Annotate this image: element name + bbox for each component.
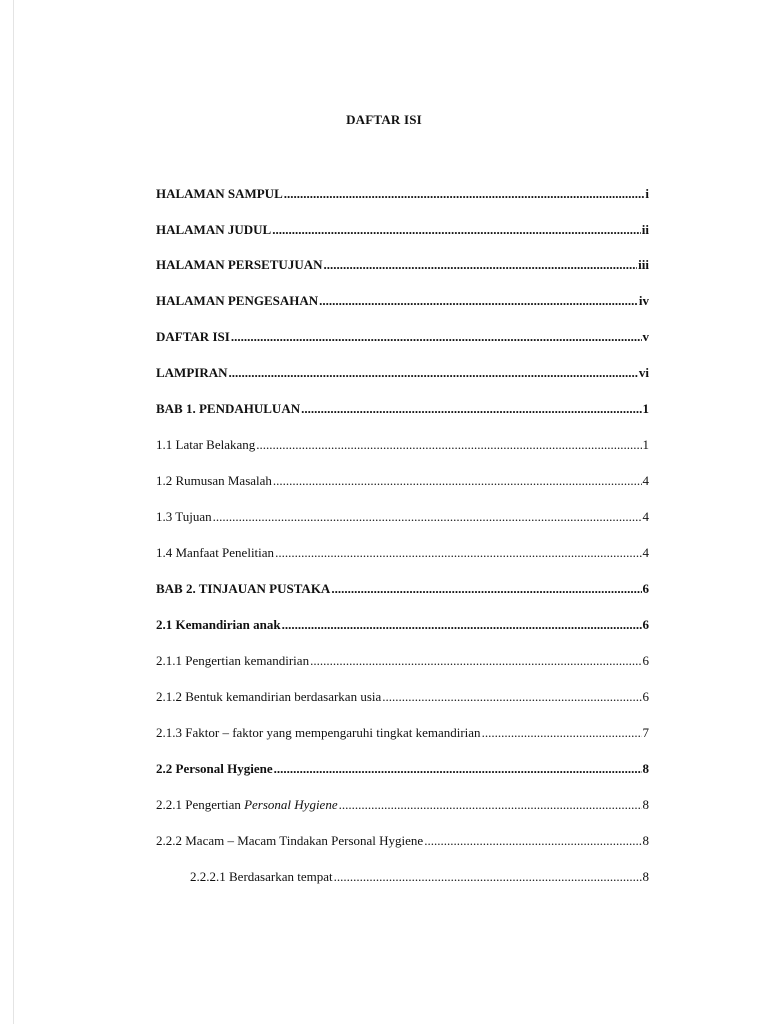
toc-entry-halaman-sampul	[156, 186, 649, 202]
toc-entry-bab-1	[156, 401, 649, 417]
toc-page-number: 6	[642, 653, 649, 668]
toc-label-prefix: 2.2.1 Pengertian	[156, 797, 245, 812]
toc-leader	[424, 833, 641, 849]
toc-leader	[275, 545, 641, 561]
toc-leader	[229, 365, 638, 381]
toc-leader	[334, 869, 642, 885]
toc-entry-daftar-isi	[156, 329, 649, 345]
toc-leader	[282, 617, 642, 633]
toc-label: 1.2 Rumusan Masalah	[156, 473, 272, 488]
toc-page-number: v	[642, 329, 649, 344]
toc-leader	[339, 797, 642, 813]
toc-page-number: 6	[642, 689, 649, 704]
toc-label: 2.1.2 Bentuk kemandirian berdasarkan usia	[156, 689, 382, 704]
toc-label-italic: Personal Hygiene	[244, 797, 338, 812]
toc-leader	[319, 293, 638, 309]
toc-label	[156, 797, 338, 813]
toc-entry-2-1	[156, 617, 649, 633]
toc-label: 1.3 Tujuan	[156, 509, 212, 524]
toc-page-number: 6	[642, 617, 649, 632]
toc-entry-1-1	[156, 437, 649, 453]
toc-label: 2.1 Kemandirian anak	[156, 617, 281, 632]
toc-leader	[284, 186, 645, 202]
toc-label: HALAMAN PENGESAHAN	[156, 293, 319, 308]
toc-label: BAB 2. TINJAUAN PUSTAKA	[156, 581, 331, 596]
toc-page-number: 1	[642, 401, 649, 416]
toc-page-number: 4	[642, 545, 649, 560]
toc-entry-2-2-2	[156, 833, 649, 849]
toc-label: 2.2.2.1 Berdasarkan tempat	[190, 869, 333, 884]
toc-label: HALAMAN PERSETUJUAN	[156, 257, 323, 272]
toc-entry-2-2	[156, 761, 649, 777]
toc-leader	[482, 725, 642, 741]
toc-label: 2.2 Personal Hygiene	[156, 761, 273, 776]
toc-page-number: 8	[642, 761, 649, 776]
toc-entry-1-3	[156, 509, 649, 525]
toc-page-number: iii	[638, 257, 649, 272]
toc-entry-2-1-3	[156, 725, 649, 741]
toc-leader	[273, 473, 642, 489]
toc-page-number: 8	[642, 797, 649, 812]
toc-page-number: i	[645, 186, 649, 201]
toc-label: 1.4 Manfaat Penelitian	[156, 545, 275, 560]
toc-label: BAB 1. PENDAHULUAN	[156, 401, 301, 416]
toc-page-number: 6	[642, 581, 649, 596]
toc-entry-halaman-persetujuan	[156, 257, 649, 273]
toc-entry-bab-2	[156, 581, 649, 597]
toc-page-number: 4	[642, 473, 649, 488]
toc-entry-lampiran	[156, 365, 649, 381]
toc-leader	[274, 761, 642, 777]
toc-leader	[231, 329, 642, 345]
toc-entry-2-2-1	[156, 797, 649, 813]
toc-label: HALAMAN SAMPUL	[156, 186, 283, 201]
toc-label: HALAMAN JUDUL	[156, 222, 272, 237]
toc-label: 2.2.2 Macam – Macam Tindakan Personal Hygiene	[156, 833, 424, 848]
toc-label: 2.1.1 Pengertian kemandirian	[156, 653, 310, 668]
toc-page-number: 8	[642, 869, 649, 884]
toc-leader	[213, 509, 642, 525]
toc-label: 1.1 Latar Belakang	[156, 437, 256, 452]
toc-entry-1-4	[156, 545, 649, 561]
toc-page-number: 7	[642, 725, 649, 740]
toc-entry-1-2	[156, 473, 649, 489]
toc-entry-halaman-pengesahan	[156, 293, 649, 309]
toc-page-number: iv	[638, 293, 649, 308]
toc-entry-2-1-1	[156, 653, 649, 669]
toc-leader	[310, 653, 641, 669]
toc-leader	[256, 437, 641, 453]
toc-page-number: 4	[642, 509, 649, 524]
toc-entry-2-2-2-1	[190, 869, 649, 885]
toc-page-number: 8	[642, 833, 649, 848]
toc-label: 2.1.3 Faktor – faktor yang mempengaruhi tingkat kemandirian	[156, 725, 481, 740]
toc-page-number: ii	[641, 222, 649, 237]
toc-leader	[382, 689, 641, 705]
toc-leader	[323, 257, 637, 273]
toc-entry-2-1-2	[156, 689, 649, 705]
toc-leader	[331, 581, 641, 597]
toc-leader	[301, 401, 641, 417]
toc-label: DAFTAR ISI	[156, 329, 230, 344]
toc-entry-halaman-judul	[156, 222, 649, 238]
toc-page-number: vi	[638, 365, 649, 380]
toc-leader	[272, 222, 641, 238]
toc-label: LAMPIRAN	[156, 365, 228, 380]
toc-page-number: 1	[642, 437, 649, 452]
page-title: DAFTAR ISI	[346, 112, 422, 127]
